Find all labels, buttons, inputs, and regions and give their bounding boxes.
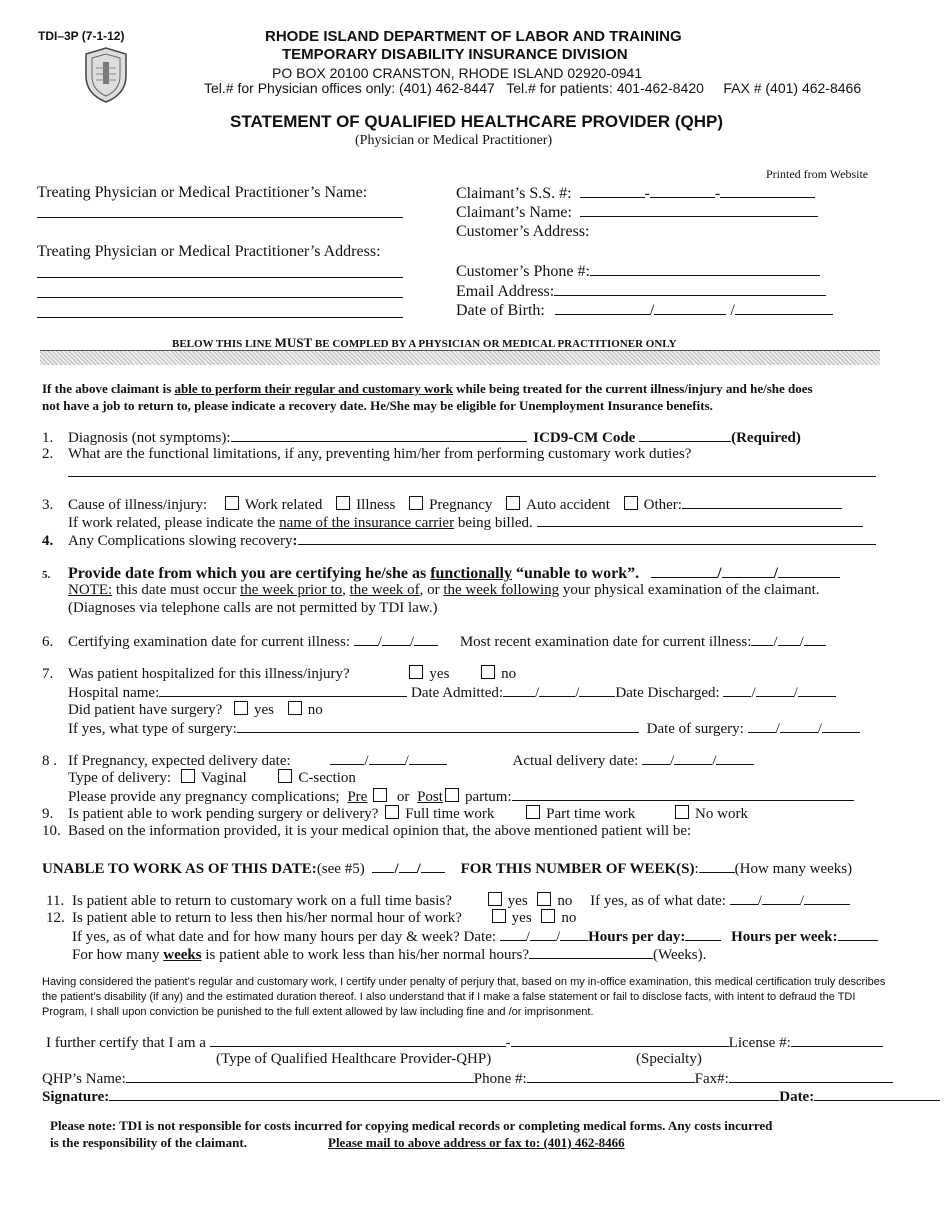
q3-sub-c: being billed.	[454, 515, 533, 531]
q3-label: Cause of illness/injury:	[68, 497, 208, 513]
divider-must: MUST	[274, 335, 313, 350]
recent-exam-day-field[interactable]	[778, 632, 800, 646]
intro-c: while being treated for the current illness/injury and he/she does	[452, 381, 813, 396]
q5-note-b: the week prior to	[240, 582, 343, 598]
q8-complications-row	[68, 787, 854, 806]
provider-address-line-1[interactable]	[37, 263, 403, 278]
admitted-month-field[interactable]	[503, 683, 535, 697]
claimant-name-row	[456, 203, 818, 222]
q1-number: 1.	[42, 430, 54, 446]
qhp-fax-label: Fax#:	[694, 1071, 729, 1087]
recent-exam-year-field[interactable]	[804, 632, 826, 646]
cert-exam-year-field[interactable]	[414, 632, 438, 646]
qhp-name-row	[42, 1069, 893, 1088]
q5-note-a: this date must occur	[112, 582, 241, 598]
q4-label: Any Complications slowing recovery	[68, 533, 293, 549]
icd9-label: ICD9-CM Code	[533, 430, 636, 446]
cert-exam-day-field[interactable]	[382, 632, 410, 646]
certification-text: Having considered the patient’s regular and customary work, I certify under penalty of perjury that, based on my in-office examination, this medical certification truly describes the patient’s disability (if any) and the estimated duration thereof. I also understand that if I make a false statement or fail to disclose facts, with intent to defraud the TDI Program, I shall upon conviction be punished to the full extent allowed by law including fine and /or imprisonment.	[42, 976, 886, 1018]
admitted-year-field[interactable]	[579, 683, 615, 697]
q10-label: Based on the information provided, it is your medical opinion that, the above mentioned patient will be:	[68, 823, 692, 839]
hours-per-day-label: Hours per day:	[588, 929, 686, 945]
pregnancy-complications-label: Please provide any pregnancy complications;	[68, 789, 340, 805]
vaginal-checkbox[interactable]	[181, 769, 195, 783]
q5-a: Provide date from which you are certifying he/she as	[68, 565, 431, 582]
signature-field[interactable]	[109, 1087, 779, 1101]
intro-a: If the above claimant is	[42, 381, 175, 396]
return-less-no-checkbox[interactable]	[541, 909, 555, 923]
q6-a: Certifying examination date for current illness:	[68, 634, 350, 650]
weeks-hint: (How many weeks)	[734, 861, 853, 877]
return-less-yes-checkbox[interactable]	[492, 909, 506, 923]
auto-accident-label: Auto accident	[526, 497, 610, 513]
reduced-year-field[interactable]	[560, 927, 588, 941]
qhp-name-field[interactable]	[126, 1069, 474, 1083]
q5-b: functionally	[430, 565, 512, 582]
q4-colon: :	[292, 533, 298, 549]
hospitalized-no-checkbox[interactable]	[481, 665, 495, 679]
return-full-yes-checkbox[interactable]	[488, 892, 502, 906]
other-label: Other:	[643, 497, 682, 513]
form-subtitle: (Physician or Medical Practitioner)	[355, 133, 553, 148]
part-time-label: Part time work	[546, 806, 636, 822]
q5-note	[68, 582, 820, 599]
unable-date-year-field[interactable]	[778, 564, 840, 578]
part-time-checkbox[interactable]	[526, 805, 540, 819]
claimant-ss-row: Claimant’s S.S. #: - -	[456, 184, 815, 203]
provider-address-line-3[interactable]	[37, 303, 403, 318]
specialty-field[interactable]	[511, 1033, 729, 1047]
q7-label: Was patient hospitalized for this illness/injury?	[68, 666, 350, 682]
hospitalized-no-label: no	[501, 666, 517, 682]
return-full-day-field[interactable]	[762, 891, 800, 905]
divider-post: BE COMPLED BY A PHYSICIAN OR MEDICAL PRACTITIONER ONLY	[312, 338, 677, 350]
date-discharged-label: Date Discharged:	[615, 685, 720, 701]
surgery-no-checkbox[interactable]	[288, 701, 302, 715]
intro-b: able to perform their regular and customary work	[174, 381, 453, 396]
icd9-required: (Required)	[731, 430, 801, 446]
form-code: TDI–3P (7-1-12)	[38, 29, 125, 43]
other-checkbox[interactable]	[624, 496, 638, 510]
intro-line-1	[42, 381, 813, 397]
q6-number: 6.	[42, 634, 54, 650]
form-title: STATEMENT OF QUALIFIED HEALTHCARE PROVIDER (QHP)	[230, 112, 723, 131]
q12-label: Is patient able to return to less then his/her normal hour of work?	[72, 910, 462, 926]
no-work-checkbox[interactable]	[675, 805, 689, 819]
date-admitted-label: Date Admitted:	[410, 685, 504, 701]
q1-label: Diagnosis (not symptoms):	[68, 430, 231, 446]
surgery-month-field[interactable]	[748, 719, 776, 733]
dob-day-field[interactable]	[654, 301, 726, 315]
csection-label: C-section	[298, 770, 356, 786]
q5-number: 5.	[42, 569, 51, 581]
q5-c: “unable to work”.	[511, 565, 640, 582]
surgery-yes-checkbox[interactable]	[234, 701, 248, 715]
printed-note: Printed from Website	[766, 167, 869, 181]
q6-b: Most recent examination date for current illness:	[459, 634, 752, 650]
discharged-month-field[interactable]	[723, 683, 751, 697]
divider-pre: BELOW THIS LINE	[172, 338, 275, 350]
email-label: Email Address:	[456, 283, 555, 300]
unable-day-field[interactable]	[399, 859, 417, 873]
provider-name-field[interactable]	[37, 203, 403, 218]
claimant-name-label: Claimant’s Name:	[456, 204, 572, 221]
csection-checkbox[interactable]	[278, 769, 292, 783]
qhp-type-caption: (Type of Qualified Healthcare Provider-QHP)	[216, 1051, 492, 1067]
weeks-field[interactable]	[699, 859, 735, 873]
q11-number: 11.	[46, 893, 65, 909]
q12-weeks-d: (Weeks).	[653, 947, 707, 963]
other-cause-field[interactable]	[682, 495, 842, 509]
illness-checkbox[interactable]	[336, 496, 350, 510]
q9-number: 9.	[42, 806, 54, 822]
dob-month-field[interactable]	[555, 301, 650, 315]
intro-line-2: not have a job to return to, please indicate a recovery date. He/She may be eligible for Unemployment Insurance benefits.	[42, 398, 713, 413]
q5-row: 5. Provide date from which you are certifying he/she as functionally “unable to work”. / /	[42, 564, 840, 583]
return-full-month-field[interactable]	[730, 891, 758, 905]
q7-surgery-type-row: If yes, what type of surgery: Date of surgery: / /	[68, 719, 860, 738]
q11-label: Is patient able to return to customary work on a full time basis?	[72, 893, 452, 909]
qhp-fax-field[interactable]	[729, 1069, 893, 1083]
work-related-checkbox[interactable]	[225, 496, 239, 510]
expected-month-field[interactable]	[330, 751, 364, 765]
q12-weeks-row	[72, 945, 706, 964]
q7-hospital-row: Hospital name: Date Admitted: / / Date Discharged: / /	[68, 683, 836, 702]
dob-row: Date of Birth: / /	[456, 301, 833, 320]
surgery-yes-label: yes	[254, 702, 275, 718]
cert-exam-month-field[interactable]	[354, 632, 378, 646]
q12-weeks-a: For how many	[72, 947, 164, 963]
q12-hours-row: If yes, as of what date and for how many hours per day & week? Date: / / Hours per day: Hours per week:	[72, 927, 878, 946]
q8-number: 8 .	[42, 753, 57, 769]
auto-accident-checkbox[interactable]	[506, 496, 520, 510]
agency-name: RHODE ISLAND DEPARTMENT OF LABOR AND TRAINING	[265, 28, 682, 45]
ss-part-1-field[interactable]	[580, 184, 645, 198]
q3-sub-row	[68, 513, 863, 532]
post-checkbox[interactable]	[445, 788, 459, 802]
provider-name-label: Treating Physician or Medical Practitioner’s Name:	[37, 184, 368, 201]
q8-row: 8 . If Pregnancy, expected delivery date: / / Actual delivery date: / /	[42, 751, 754, 770]
divider-bar	[40, 350, 880, 365]
pregnancy-complications-field[interactable]	[512, 787, 854, 801]
surgery-type-field[interactable]	[237, 719, 639, 733]
work-related-label: Work related	[244, 497, 323, 513]
weeks-label: FOR THIS NUMBER OF WEEK(S)	[460, 861, 695, 877]
q11-row: 11. Is patient able to return to customary work on a full time basis? yes no If yes, as of what date: / /	[46, 891, 850, 910]
recent-exam-month-field[interactable]	[751, 632, 773, 646]
q2-label: What are the functional limitations, if any, preventing him/her from performing customary work duties?	[68, 446, 692, 462]
icd9-field[interactable]	[639, 428, 731, 442]
return-less-no-label: no	[561, 910, 577, 926]
vaginal-label: Vaginal	[200, 770, 247, 786]
return-full-date-label: If yes, as of what date:	[590, 893, 726, 909]
q10-number: 10.	[42, 823, 61, 839]
return-full-no-label: no	[557, 893, 573, 909]
provider-address-label: Treating Physician or Medical Practitioner’s Address:	[37, 243, 381, 260]
q7-surgery-row	[68, 701, 323, 719]
customer-address-label: Customer’s Address:	[456, 223, 590, 240]
q9-row	[42, 805, 748, 823]
q3-number: 3.	[42, 497, 54, 513]
q9-label: Is patient able to work pending surgery or delivery?	[68, 806, 379, 822]
customer-phone-field[interactable]	[590, 262, 820, 276]
full-time-label: Full time work	[405, 806, 495, 822]
unable-date-day-field[interactable]	[722, 564, 774, 578]
full-time-checkbox[interactable]	[385, 805, 399, 819]
discharged-year-field[interactable]	[798, 683, 836, 697]
unable-year-field[interactable]	[421, 859, 445, 873]
qhp-phone-field[interactable]	[527, 1069, 695, 1083]
ss-part-2-field[interactable]	[650, 184, 715, 198]
q7-row	[42, 665, 516, 683]
admitted-day-field[interactable]	[539, 683, 575, 697]
q1-row	[42, 428, 801, 447]
surgery-date-label: Date of surgery:	[646, 721, 744, 737]
functional-limitations-field[interactable]	[68, 464, 876, 477]
q3-sub-b: name of the insurance carrier	[279, 515, 455, 531]
unable-see: (see #5)	[316, 861, 365, 877]
pre-label: Pre	[347, 789, 368, 805]
email-row	[456, 282, 826, 301]
customer-phone-row	[456, 262, 820, 281]
q12-weeks-b: weeks	[163, 947, 202, 963]
footer-note-2: is the responsibility of the claimant.	[50, 1135, 247, 1150]
surgery-type-label: If yes, what type of surgery:	[68, 721, 237, 737]
further-certify-label: I further certify that I am a	[46, 1035, 206, 1051]
hours-per-week-label: Hours per week:	[731, 929, 838, 945]
surgery-year-field[interactable]	[822, 719, 860, 733]
qhp-name-label: QHP’s Name:	[42, 1071, 126, 1087]
q3-row	[42, 495, 842, 514]
signature-date-field[interactable]	[814, 1087, 940, 1101]
pregnancy-label: Pregnancy	[429, 497, 493, 513]
q5-note-f: the week following	[443, 582, 560, 598]
qhp-phone-label: Phone #:	[473, 1071, 527, 1087]
further-certify-row: I further certify that I am a - License #:	[46, 1033, 883, 1052]
agency-phones: Tel.# for Physician offices only: (401) 462-8447 Tel.# for patients: 401-462-8420 FAX # (401) 462-8466	[204, 80, 862, 96]
pre-checkbox[interactable]	[373, 788, 387, 802]
q10-row	[42, 823, 691, 840]
q6-row: 6. Certifying examination date for current illness: / / Most recent examination date for current illness: / /	[42, 632, 826, 651]
q12-row	[46, 909, 576, 927]
illness-label: Illness	[356, 497, 396, 513]
signature-row	[42, 1087, 940, 1106]
q8-type-row	[68, 769, 356, 787]
return-full-no-checkbox[interactable]	[537, 892, 551, 906]
delivery-type-label: Type of delivery:	[68, 770, 172, 786]
weeks-colon: :	[694, 861, 699, 877]
specialty-caption: (Specialty)	[636, 1051, 702, 1067]
unable-row: UNABLE TO WORK AS OF THIS DATE:(see #5) / / FOR THIS NUMBER OF WEEK(S): (How many weeks)	[42, 861, 853, 877]
agency-address: PO BOX 20100 CRANSTON, RHODE ISLAND 02920-0941	[272, 65, 643, 81]
ss-part-3-field[interactable]	[720, 184, 815, 198]
q12-hours-label: If yes, as of what date and for how many hours per day & week? Date:	[72, 929, 497, 945]
expected-day-field[interactable]	[369, 751, 405, 765]
license-field[interactable]	[791, 1033, 883, 1047]
q5-note-c: ,	[342, 582, 350, 598]
discharged-day-field[interactable]	[756, 683, 794, 697]
q8-label: If Pregnancy, expected delivery date:	[68, 753, 291, 769]
complications-field[interactable]	[298, 531, 876, 545]
no-work-label: No work	[695, 806, 748, 822]
q4-number: 4.	[42, 533, 54, 549]
unable-date-month-field[interactable]	[651, 564, 717, 578]
q12-weeks-c: is patient able to work less than his/her normal hours?	[201, 947, 530, 963]
q5-note2: (Diagnoses via telephone calls are not permitted by TDI law.)	[68, 600, 438, 616]
actual-day-field[interactable]	[674, 751, 712, 765]
return-full-year-field[interactable]	[804, 891, 850, 905]
dob-year-field[interactable]	[735, 301, 833, 315]
dob-label: Date of Birth:	[456, 302, 545, 319]
unable-month-field[interactable]	[372, 859, 394, 873]
hospital-name-field[interactable]	[159, 683, 407, 697]
actual-delivery-label: Actual delivery date:	[512, 753, 639, 769]
division-name: TEMPORARY DISABILITY INSURANCE DIVISION	[282, 46, 628, 63]
state-seal-icon	[82, 46, 130, 104]
qhp-type-field[interactable]	[210, 1033, 506, 1047]
surgery-no-label: no	[307, 702, 323, 718]
pregnancy-checkbox[interactable]	[409, 496, 423, 510]
q12-number: 12.	[46, 910, 65, 926]
reduced-month-field[interactable]	[500, 927, 526, 941]
claimant-name-field[interactable]	[580, 203, 818, 217]
partum-label: partum:	[464, 789, 512, 805]
divider-text	[172, 335, 677, 351]
license-label: License #:	[728, 1035, 791, 1051]
customer-phone-label: Customer’s Phone #:	[456, 263, 590, 280]
hospitalized-yes-checkbox[interactable]	[409, 665, 423, 679]
surgery-day-field[interactable]	[780, 719, 818, 733]
q2-row	[42, 446, 691, 463]
hours-per-week-field[interactable]	[838, 927, 878, 941]
q7-number: 7.	[42, 666, 54, 682]
claimant-ss-label: Claimant’s S.S. #:	[456, 185, 572, 202]
unable-label: UNABLE TO WORK AS OF THIS DATE:	[42, 861, 317, 877]
q2-number: 2.	[42, 446, 54, 462]
provider-address-line-2[interactable]	[37, 283, 403, 298]
post-label: Post	[417, 789, 443, 805]
reduced-day-field[interactable]	[530, 927, 556, 941]
diagnosis-field[interactable]	[231, 428, 527, 442]
surgery-label: Did patient have surgery?	[68, 702, 223, 718]
expected-year-field[interactable]	[409, 751, 447, 765]
signature-date-label: Date:	[779, 1089, 815, 1105]
q5-note-e: , or	[419, 582, 444, 598]
footer-note: Please note: TDI is not responsible for costs incurred for copying medical records or completing medical forms. Any costs incurred	[50, 1118, 773, 1133]
email-field[interactable]	[554, 282, 826, 296]
reduced-weeks-field[interactable]	[529, 945, 653, 959]
actual-year-field[interactable]	[716, 751, 754, 765]
hospitalized-yes-label: yes	[429, 666, 450, 682]
hospital-name-label: Hospital name:	[68, 685, 160, 701]
hours-per-day-field[interactable]	[685, 927, 721, 941]
q5-note-d: the week of	[349, 582, 420, 598]
q5-note-g: your physical examination of the claimant.	[559, 582, 820, 598]
insurance-carrier-field[interactable]	[537, 513, 863, 527]
q4-row	[42, 531, 876, 550]
actual-month-field[interactable]	[642, 751, 670, 765]
return-full-yes-label: yes	[507, 893, 528, 909]
q3-sub-a: If work related, please indicate the	[68, 515, 280, 531]
or-label: or	[396, 789, 410, 805]
signature-label: Signature:	[42, 1089, 110, 1105]
return-less-yes-label: yes	[511, 910, 532, 926]
footer-mail: Please mail to above address or fax to: (401) 462-8466	[328, 1135, 625, 1150]
q5-note-label: NOTE:	[68, 582, 113, 598]
